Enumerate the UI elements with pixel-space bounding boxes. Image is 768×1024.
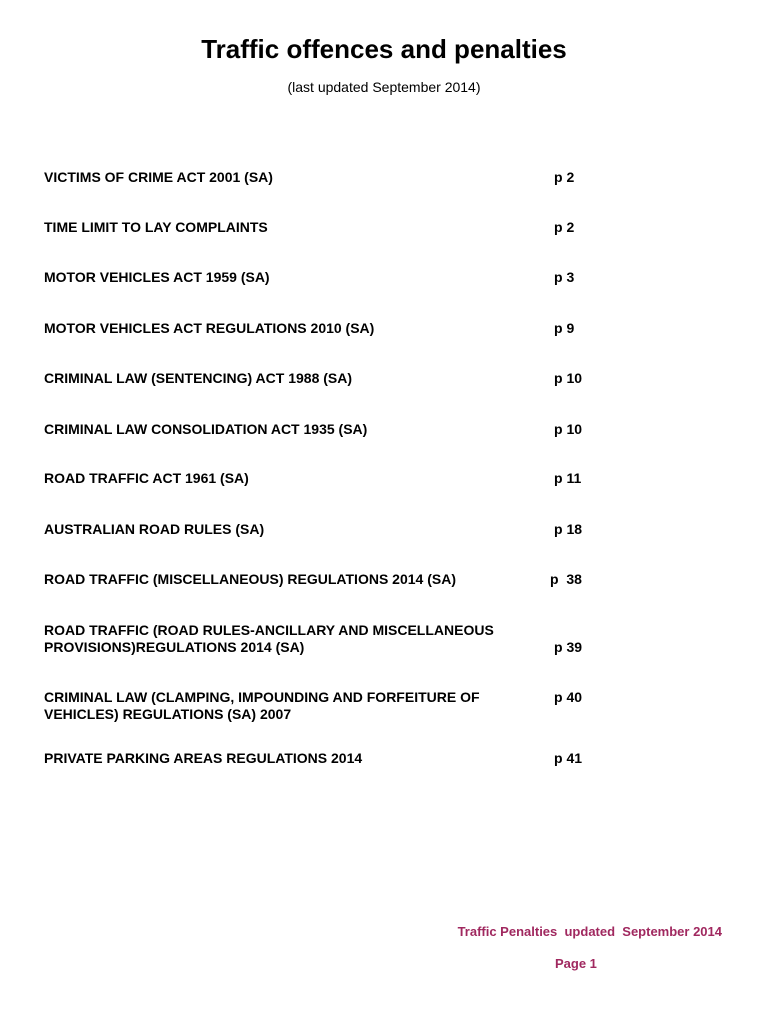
toc-entry-page: p 39	[554, 639, 583, 655]
toc-entry-page: p 41	[554, 750, 583, 766]
toc-entry-title: AUSTRALIAN ROAD RULES (SA)	[44, 521, 265, 537]
toc-entry-title: ROAD TRAFFIC (MISCELLANEOUS) REGULATIONS 2014 (SA)	[44, 571, 456, 587]
toc-entry-page: p 40	[554, 689, 583, 705]
toc-entry-page: p 18	[554, 521, 583, 537]
document-title: Traffic offences and penalties	[201, 34, 567, 64]
toc-entry-title: ROAD TRAFFIC (ROAD RULES-ANCILLARY AND MISCELLANEOUS PROVISIONS)REGULATIONS 2014 (SA)	[44, 622, 494, 655]
document-subtitle: (last updated September 2014)	[287, 79, 481, 95]
toc-entry-page: p 9	[554, 320, 575, 336]
toc-entry-title: CRIMINAL LAW (CLAMPING, IMPOUNDING AND FORFEITURE OF VEHICLES) REGULATIONS (SA) 2007	[44, 689, 480, 722]
toc-entry-title: PRIVATE PARKING AREAS REGULATIONS 2014	[44, 750, 363, 766]
toc-entry-page: p 2	[554, 169, 575, 185]
toc-entry-title: ROAD TRAFFIC ACT 1961 (SA)	[44, 470, 249, 486]
toc-entry-page: p 3	[554, 269, 575, 285]
toc-entry-page: p 10	[554, 370, 583, 386]
footer-note: Traffic Penalties updated September 2014	[457, 924, 722, 939]
toc-entry-title: CRIMINAL LAW CONSOLIDATION ACT 1935 (SA)	[44, 421, 368, 437]
toc-entry-title: MOTOR VEHICLES ACT 1959 (SA)	[44, 269, 270, 285]
toc-entry-title: TIME LIMIT TO LAY COMPLAINTS	[44, 219, 268, 235]
toc-entry-title: CRIMINAL LAW (SENTENCING) ACT 1988 (SA)	[44, 370, 353, 386]
toc-entry-title: MOTOR VEHICLES ACT REGULATIONS 2010 (SA)	[44, 320, 375, 336]
toc-entry-page: p 38	[550, 571, 582, 587]
toc-entry-page: p 11	[554, 470, 582, 486]
toc-entry-title: VICTIMS OF CRIME ACT 2001 (SA)	[44, 169, 273, 185]
page-number: Page 1	[555, 956, 597, 971]
toc-entry-page: p 10	[554, 421, 583, 437]
toc-entry-page: p 2	[554, 219, 575, 235]
